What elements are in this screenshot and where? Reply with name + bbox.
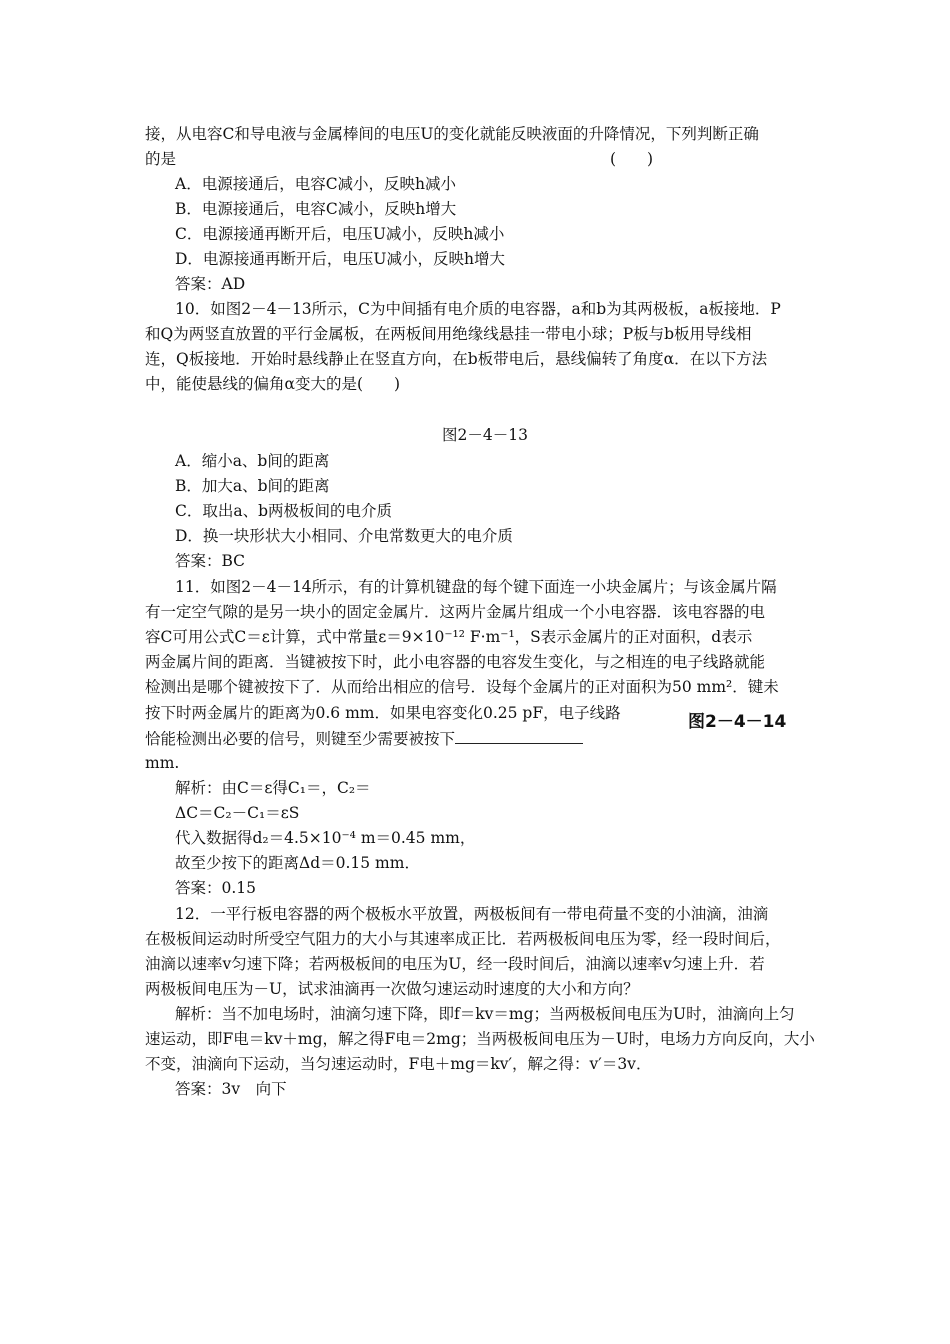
q9-option-c: C．电源接通再断开后，电压U减小，反映h减小	[175, 225, 505, 243]
q12-stem-line-4: 两极板间电压为－U，试求油滴再一次做匀速运动时速度的大小和方向？	[145, 980, 639, 998]
q9-option-b: B．电源接通后，电容C减小，反映h增大	[175, 200, 457, 218]
q11-stem-line-5: 检测出是哪个键被按下了．从而给出相应的信号．设每个金属片的正对面积为50 mm²．键未	[145, 678, 779, 696]
answer-blank	[455, 728, 583, 744]
q11-solution-line-1: 解析：由C＝ε得C₁＝，C₂＝	[175, 779, 371, 797]
q10-option-c: C．取出a、b两极板间的电介质	[175, 502, 393, 520]
q11-stem-line-2: 有一定空气隙的是另一块小的固定金属片．这两片金属片组成一个小电容器．该电容器的电	[145, 603, 766, 621]
q12-stem-line-3: 油滴以速率v匀速下降；若两极板间的电压为U，经一段时间后，油滴以速率v匀速上升．若	[145, 955, 765, 973]
q10-stem-line-4: 中，能使悬线的偏角α变大的是( )	[145, 375, 401, 393]
q9-stem-line-1: 接，从电容C和导电液与金属棒间的电压U的变化就能反映液面的升降情况，下列判断正确	[145, 125, 759, 143]
q11-figure-caption: 图2－4－14	[688, 712, 787, 732]
q12-solution-line-3: 不变，油滴向下运动，当匀速运动时，F电＋mg＝kv′，解之得：v′＝3v．	[145, 1055, 652, 1073]
q12-solution-line-1: 解析：当不加电场时，油滴匀速下降，即f＝kv＝mg；当两极板间电压为U时，油滴向上匀	[175, 1005, 795, 1023]
q11-stem-line-4: 两金属片间的距离．当键被按下时，此小电容器的电容发生变化，与之相连的电子线路就能	[145, 653, 766, 671]
q11-solution-line-3: 代入数据得d₂＝4.5×10⁻⁴ m＝0.45 mm，	[175, 829, 476, 847]
q11-answer: 答案：0.15	[175, 879, 257, 897]
q9-answer: 答案：AD	[175, 275, 246, 293]
q12-solution-line-2: 速运动，即F电＝kv＋mg，解之得F电＝2mg；当两极板间电压为－U时，电场力方向反向，大小	[145, 1030, 815, 1048]
q10-answer: 答案：BC	[175, 552, 246, 570]
q10-stem-line-1: 10．如图2－4－13所示，C为中间插有电介质的电容器，a和b为其两极板，a板接地．P	[175, 300, 781, 318]
q11-unit: mm.	[145, 754, 180, 772]
q12-answer: 答案：3v 向下	[175, 1080, 287, 1098]
q11-stem-line-6: 按下时两金属片的距离为0.6 mm．如果电容变化0.25 pF，电子线路	[145, 704, 621, 722]
q10-option-d: D．换一块形状大小相同、介电常数更大的电介质	[175, 527, 513, 545]
q9-stem-line-2: 的是 ( )	[145, 150, 654, 168]
q10-stem-line-2: 和Q为两竖直放置的平行金属板，在两板间用绝缘线悬挂一带电小球；P板与b板用导线相	[145, 325, 752, 343]
q11-stem-line-1: 11．如图2－4－14所示，有的计算机键盘的每个键下面连一小块金属片；与该金属片隔	[175, 578, 777, 596]
q11-stem-line-3: 容C可用公式C＝ε计算，式中常量ε＝9×10⁻¹² F·m⁻¹，S表示金属片的正对面积，d表示	[145, 628, 753, 646]
q12-stem-line-1: 12．一平行板电容器的两个极板水平放置，两极板间有一带电荷量不变的小油滴，油滴	[175, 905, 769, 923]
q10-option-b: B．加大a、b间的距离	[175, 477, 330, 495]
q11-solution-line-2: ΔC＝C₂－C₁＝εS	[175, 804, 300, 822]
q10-option-a: A．缩小a、b间的距离	[175, 452, 330, 470]
q12-stem-line-2: 在极板间运动时所受空气阻力的大小与其速率成正比．若两极板间电压为零，经一段时间后，	[145, 930, 781, 948]
q9-option-d: D．电源接通再断开后，电压U减小，反映h增大	[175, 250, 505, 268]
q10-stem-line-3: 连，Q板接地．开始时悬线静止在竖直方向，在b板带电后，悬线偏转了角度α．在以下方法	[145, 350, 768, 368]
q10-figure-caption: 图2－4－13	[442, 426, 528, 444]
q9-option-a: A．电源接通后，电容C减小，反映h减小	[175, 175, 457, 193]
q11-solution-line-4: 故至少按下的距离Δd＝0.15 mm．	[175, 854, 420, 872]
q11-stem-line-7-text: 恰能检测出必要的信号，则键至少需要被按下	[145, 730, 456, 748]
